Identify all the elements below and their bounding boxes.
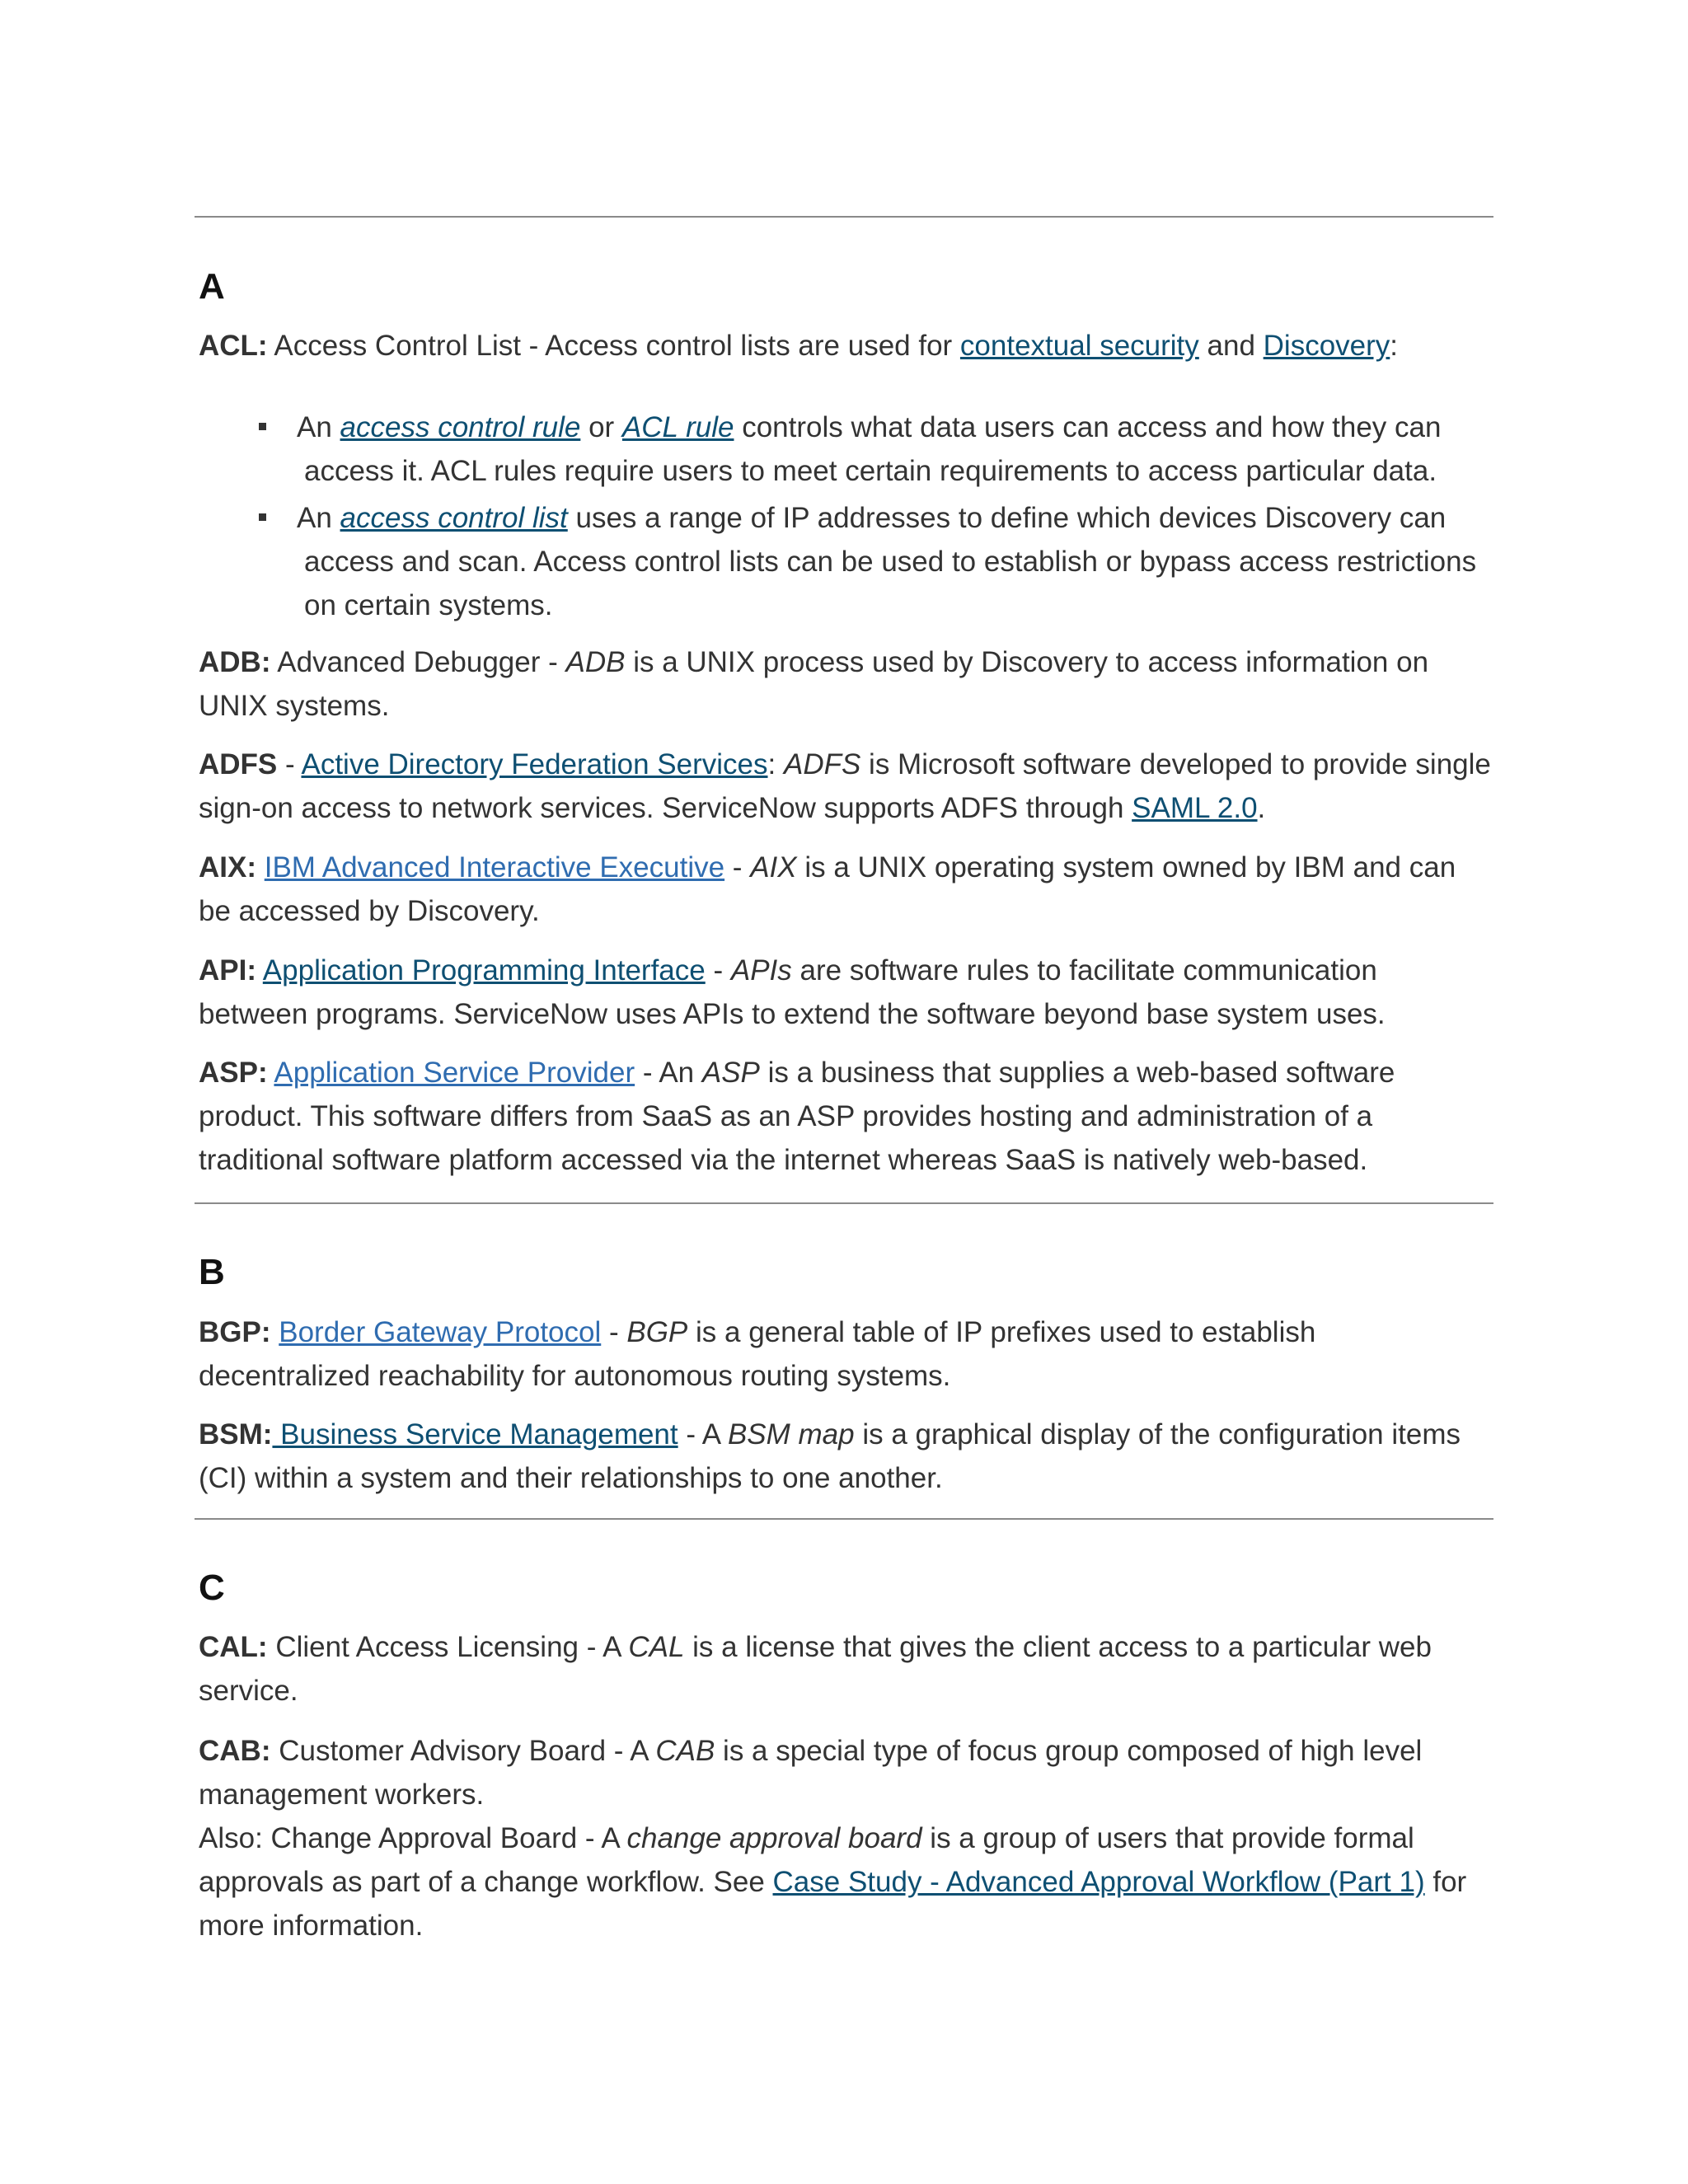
entry-bgp: BGP: Border Gateway Protocol - BGP is a general table of IP prefixes used to establish decentralized reachability for autonomous routing systems. [199, 1316, 1316, 1392]
term-adb: ADB: [199, 646, 271, 678]
link-discovery[interactable]: Discovery [1263, 330, 1390, 362]
entry-asp: ASP: Application Service Provider - An ASP is a business that supplies a web-based software product. This software differs from SaaS as an ASP provides hosting and administration of a traditional software platform accessed via the internet whereas SaaS is natively web-based. [199, 1057, 1395, 1176]
term-api: API: [199, 954, 256, 987]
section-divider [195, 1518, 1493, 1520]
term-bgp: BGP: [199, 1316, 271, 1348]
term-bsm: BSM: [199, 1418, 273, 1451]
link-ibm-aix[interactable]: IBM Advanced Interactive Executive [264, 851, 725, 883]
term-acl: ACL: [199, 330, 268, 362]
section-heading-c: C [199, 1568, 225, 1608]
link-application-programming-interface[interactable]: Application Programming Interface [262, 954, 706, 987]
entry-adb: ADB: Advanced Debugger - ADB is a UNIX process used by Discovery to access information on UNIX systems. [199, 646, 1429, 722]
link-business-service-management[interactable]: Business Service Management [272, 1418, 678, 1451]
link-contextual-security[interactable]: contextual security [959, 330, 1199, 362]
term-asp: ASP: [199, 1057, 268, 1089]
link-acl-rule[interactable]: ACL rule [621, 411, 734, 443]
entry-adfs: ADFS - Active Directory Federation Services: ADFS is Microsoft software developed to provide single sign-on access to network services. ServiceNow supports ADFS through SAML 2.0. [199, 748, 1491, 824]
square-bullet-icon [259, 423, 266, 430]
entry-aix: AIX: IBM Advanced Interactive Executive - AIX is a UNIX operating system owned by IBM and can be accessed by Discovery. [199, 851, 1456, 927]
link-application-service-provider[interactable]: Application Service Provider [274, 1057, 635, 1089]
term-cal: CAL: [199, 1631, 268, 1663]
entry-acl: ACL: Access Control List - Access control lists are used for contextual security and Discovery: [199, 330, 1399, 362]
term-aix: AIX: [199, 851, 256, 883]
link-case-study-advanced-approval-workflow[interactable]: Case Study - Advanced Approval Workflow (Part 1) [772, 1866, 1425, 1898]
entry-api: API: Application Programming Interface - APIs are software rules to facilitate communication between programs. ServiceNow uses APIs to extend the software beyond base system uses. [199, 954, 1386, 1030]
section-heading-b: B [199, 1252, 225, 1292]
list-item: An access control list uses a range of IP addresses to define which devices Discovery can access and scan. Access control lists can be used to establish or bypass access restrictions on certain systems. [199, 496, 1493, 627]
term-cab: CAB: [199, 1735, 271, 1767]
section-divider [195, 1202, 1493, 1204]
acl-bullet-list [199, 405, 1493, 630]
link-saml-2[interactable]: SAML 2.0 [1132, 792, 1258, 824]
entry-cab: CAB: Customer Advisory Board - A CAB is a special type of focus group composed of high level management workers. Also: Change Approval Board - A change approval board is a group of users that provide formal approvals as part of a change workflow. See Case Study - Advanced Approval Workflow (Part 1) for more information. [199, 1735, 1467, 1942]
link-access-control-list[interactable]: access control list [340, 502, 568, 534]
square-bullet-icon [259, 513, 266, 521]
section-heading-a: A [199, 266, 225, 307]
link-active-directory-federation-services[interactable]: Active Directory Federation Services [301, 748, 768, 780]
entry-bsm: BSM: Business Service Management - A BSM map is a graphical display of the configuration items (CI) within a system and their relationships to one another. [199, 1418, 1461, 1494]
link-access-control-rule[interactable]: access control rule [340, 411, 581, 443]
term-adfs: ADFS [199, 748, 278, 780]
list-item: An access control rule or ACL rule controls what data users can access and how they can access it. ACL rules require users to meet certain requirements to access particular data. [199, 405, 1493, 493]
link-border-gateway-protocol[interactable]: Border Gateway Protocol [279, 1316, 602, 1348]
entry-cal: CAL: Client Access Licensing - A CAL is a license that gives the client access to a particular web service. [199, 1631, 1432, 1707]
section-divider [195, 216, 1493, 218]
